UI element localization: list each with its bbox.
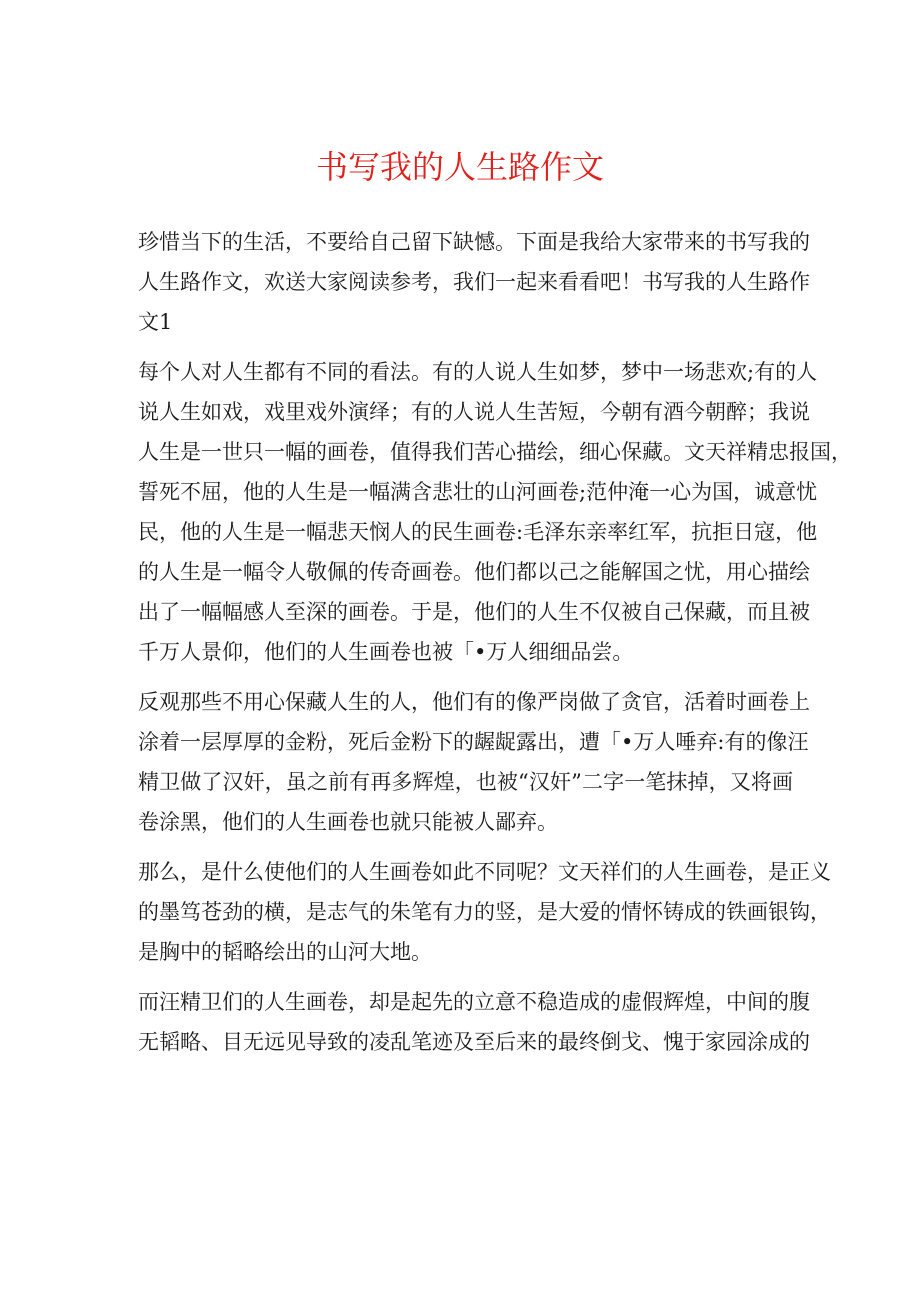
text-line: 誓死不屈，他的人生是一幅满含悲壮的山河画卷;范仲淹一心为国，诚意忧 bbox=[138, 480, 818, 504]
paragraph-4 bbox=[138, 982, 810, 1062]
paragraph-3 bbox=[138, 852, 831, 972]
text-line: 涂着一层厚厚的金粉，死后金粉下的龌龊露出，遭「•万人唾弃:有的像汪 bbox=[138, 730, 809, 754]
text-line: 珍惜当下的生活，不要给自己留下缺憾。下面是我给大家带来的书写我的 bbox=[138, 230, 810, 254]
document-body bbox=[138, 222, 852, 1072]
text-line: 卷涂黑，他们的人生画卷也就只能被人鄙弃。 bbox=[138, 810, 558, 834]
text-line: 精卫做了汉奸，虽之前有再多辉煌，也被“汉奸”二字一笔抹掉，又将画 bbox=[138, 770, 793, 794]
text-line: 民，他的人生是一幅悲天悯人的民生画卷:毛泽东亲率红军，抗拒日寇，他 bbox=[138, 520, 818, 544]
text-line: 出了一幅幅感人至深的画卷。于是，他们的人生不仅被自己保藏，而且被 bbox=[138, 600, 810, 624]
text-line: 无韬略、目无远见导致的凌乱笔迹及至后来的最终倒戈、愧于家园涂成的 bbox=[138, 1030, 810, 1054]
text-line: 人生是一世只一幅的画卷，值得我们苦心描绘，细心保藏。文天祥精忠报国， bbox=[138, 440, 852, 464]
text-line: 而汪精卫们的人生画卷，却是起先的立意不稳造成的虚假辉煌，中间的腹 bbox=[138, 990, 810, 1014]
text-line: 的墨笃苍劲的横，是志气的朱笔有力的竖，是大爱的情怀铸成的铁画银钩， bbox=[138, 900, 831, 924]
document-title: 书写我的人生路作文 bbox=[315, 148, 604, 186]
text-line: 那么，是什么使他们的人生画卷如此不同呢？文天祥们的人生画卷，是正义 bbox=[138, 860, 831, 884]
text-line: 千万人景仰，他们的人生画卷也被「•万人细细品尝。 bbox=[138, 640, 634, 664]
text-line: 人生路作文，欢送大家阅读参考，我们一起来看看吧！书写我的人生路作 bbox=[138, 270, 810, 294]
text-line: 文1 bbox=[138, 310, 173, 334]
text-line: 的人生是一幅令人敬佩的传奇画卷。他们都以己之能解国之忧，用心描绘 bbox=[138, 560, 810, 584]
paragraph-2 bbox=[138, 682, 810, 842]
text-line: 说人生如戏，戏里戏外演绎；有的人说人生苦短，今朝有酒今朝醉；我说 bbox=[138, 400, 810, 424]
paragraph-1 bbox=[138, 352, 852, 672]
text-line: 每个人对人生都有不同的看法。有的人说人生如梦，梦中一场悲欢;有的人 bbox=[138, 360, 818, 384]
text-line: 是胸中的韬略绘出的山河大地。 bbox=[138, 940, 432, 964]
text-line: 反观那些不用心保藏人生的人，他们有的像严岗做了贪官，活着时画卷上 bbox=[138, 690, 810, 714]
paragraph-intro bbox=[138, 222, 810, 342]
